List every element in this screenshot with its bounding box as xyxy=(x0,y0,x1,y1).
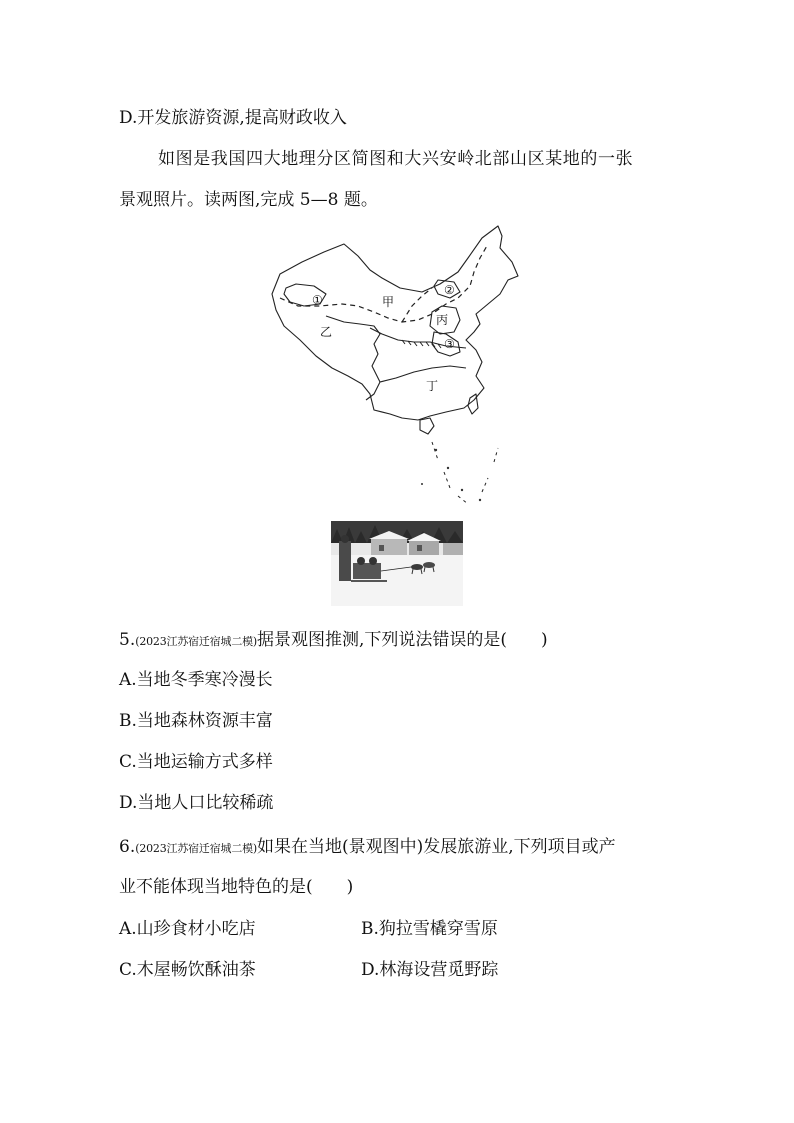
map-label-jia: 甲 xyxy=(382,295,395,309)
map-label-bing: 丙 xyxy=(436,313,449,327)
south-sea-dashes xyxy=(432,442,498,504)
question-5-text: 据景观图推测,下列说法错误的是( ) xyxy=(257,630,548,650)
map-label-3: ③ xyxy=(444,337,455,351)
landscape-photo xyxy=(331,521,463,606)
intro-line-2: 景观照片。读两图,完成 5—8 题。 xyxy=(119,190,378,210)
q5-option-c: C.当地运输方式多样 xyxy=(119,752,273,772)
hainan-island xyxy=(420,418,434,434)
question-5-stem xyxy=(119,629,548,653)
map-label-yi: 乙 xyxy=(320,325,333,339)
intro-line-1: 如图是我国四大地理分区简图和大兴安岭北部山区某地的一张 xyxy=(158,149,634,169)
question-6-text-2: 业不能体现当地特色的是( ) xyxy=(119,877,354,897)
question-5-source: (2023江苏宿迁宿城二模) xyxy=(135,635,258,648)
q5-option-b: B.当地森林资源丰富 xyxy=(119,711,273,731)
map-label-2: ② xyxy=(444,283,455,297)
wall-hatch xyxy=(402,340,441,348)
map-label-1: ① xyxy=(312,293,323,307)
prev-option-d: D.开发旅游资源,提高财政收入 xyxy=(119,108,347,128)
map-label-ding: 丁 xyxy=(426,379,439,393)
question-6-stem xyxy=(119,836,616,860)
question-6-text-1: 如果在当地(景观图中)发展旅游业,下列项目或产 xyxy=(257,837,616,857)
question-5-number: 5. xyxy=(119,630,136,650)
dashed-boundary-2 xyxy=(402,288,432,322)
question-6-number: 6. xyxy=(119,837,136,857)
q6-option-a: A.山珍食材小吃店 xyxy=(119,919,256,939)
southern-boundary xyxy=(380,366,466,382)
china-regions-map xyxy=(262,222,524,514)
q6-option-b: B.狗拉雪橇穿雪原 xyxy=(361,919,498,939)
q6-option-d: D.林海设营觅野踪 xyxy=(361,960,499,980)
q5-option-a: A.当地冬季寒冷漫长 xyxy=(119,670,273,690)
q6-option-c: C.木屋畅饮酥油茶 xyxy=(119,960,256,980)
question-6-source: (2023江苏宿迁宿城二模) xyxy=(135,842,258,855)
q5-option-d: D.当地人口比较稀疏 xyxy=(119,793,274,813)
